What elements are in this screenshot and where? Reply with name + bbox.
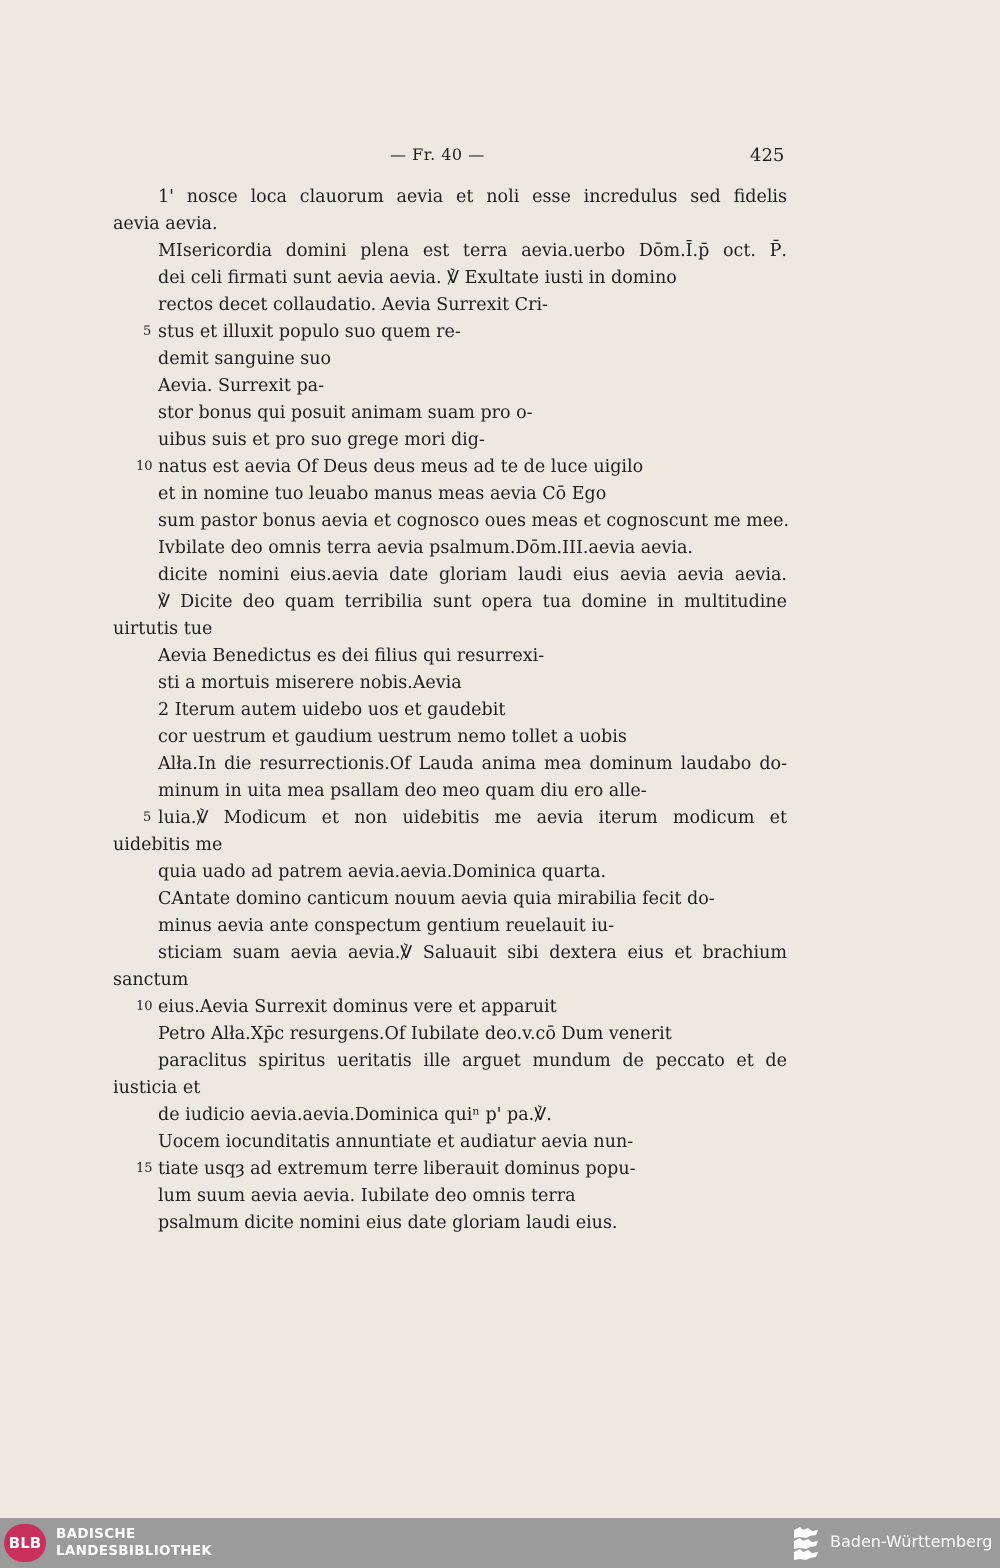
- text-line: lum suum aevia aevia. Iubilate deo omnis terra: [158, 1186, 576, 1206]
- text-line: sti a mortuis miserere nobis.Aevia: [158, 673, 462, 693]
- text-line: eius.Aevia Surrexit dominus vere et apparuit: [158, 997, 557, 1017]
- line-number: 5: [143, 810, 152, 825]
- line-number: 15: [136, 1161, 153, 1176]
- line-number: 10: [136, 459, 153, 474]
- text-line: stor bonus qui posuit animam suam pro o-: [158, 403, 533, 423]
- text-line: CAntate domino canticum nouum aevia quia mirabilia fecit do-: [158, 889, 715, 909]
- text-line: dei celi firmati sunt aevia aevia. ℣ Exultate iusti in domino: [158, 268, 677, 288]
- text-line: sticiam suam aevia aevia.℣ Saluauit sibi dextera eius et brachium: [158, 943, 787, 963]
- running-title: — Fr. 40 —: [390, 145, 485, 164]
- text-line: uidebitis me: [113, 835, 223, 855]
- text-line: Ivbilate deo omnis terra aevia psalmum.Dōm.III.aevia aevia.: [158, 538, 693, 558]
- line-number: 5: [143, 324, 152, 339]
- text-line: 1' nosce loca clauorum aevia et noli esse incredulus sed fidelis: [158, 187, 787, 207]
- text-line: minus aevia ante conspectum gentium reuelauit iu-: [158, 916, 615, 936]
- library-name[interactable]: [56, 1526, 212, 1560]
- text-line: ℣ Dicite deo quam terribilia sunt opera tua domine in multitudine: [158, 592, 787, 612]
- footer-bar: [0, 1518, 1000, 1568]
- text-line: sum pastor bonus aevia et cognosco oues meas et cognoscunt me mee.: [158, 511, 790, 531]
- text-line: aevia aevia.: [113, 214, 218, 234]
- text-line: paraclitus spiritus ueritatis ille arguet mundum de peccato et de: [158, 1051, 787, 1071]
- text-line: tiate usqȝ ad extremum terre liberauit dominus popu-: [158, 1159, 636, 1179]
- text-line: Aevia Benedictus es dei filius qui resurrexi-: [158, 646, 545, 666]
- line-number: 10: [136, 999, 153, 1014]
- text-line: de iudicio aevia.aevia.Dominica quiⁿ p' pa.℣.: [158, 1105, 552, 1125]
- text-line: uibus suis et pro suo grege mori dig-: [158, 430, 485, 450]
- text-line: dicite nomini eius.aevia date gloriam laudi eius aevia aevia aevia.: [158, 565, 787, 585]
- text-line: 2 Iterum autem uidebo uos et gaudebit: [158, 700, 506, 720]
- text-line: uirtutis tue: [113, 619, 213, 639]
- text-line: iusticia et: [113, 1078, 201, 1098]
- page-header: [0, 145, 1000, 169]
- text-line: psalmum dicite nomini eius date gloriam laudi eius.: [158, 1213, 618, 1233]
- blb-logo-badge[interactable]: BLB: [4, 1524, 46, 1562]
- text-line: cor uestrum et gaudium uestrum nemo tollet a uobis: [158, 727, 627, 747]
- library-name-line1: BADISCHE: [56, 1526, 136, 1542]
- library-name-line2: LANDESBIBLIOTHEK: [56, 1543, 213, 1559]
- text-line: luia.℣ Modicum et non uidebitis me aevia iterum modicum et: [158, 808, 787, 828]
- text-line: MIsericordia domini plena est terra aevia.uerbo Dōm.Ī.p̄ oct. P̄.: [158, 241, 787, 261]
- text-line: stus et illuxit populo suo quem re-: [158, 322, 461, 342]
- state-name[interactable]: Baden-Württemberg: [830, 1532, 993, 1551]
- text-line: demit sanguine suo: [158, 349, 332, 369]
- coat-of-arms-icon: [790, 1526, 822, 1562]
- text-line: quia uado ad patrem aevia.aevia.Dominica quarta.: [158, 862, 607, 882]
- text-line: Alła.In die resurrectionis.Of Lauda anima mea dominum laudabo do-: [158, 754, 787, 774]
- page-number: 425: [750, 145, 785, 166]
- text-line: minum in uita mea psallam deo meo quam diu ero alle-: [158, 781, 647, 801]
- text-line: Uocem iocunditatis annuntiate et audiatur aevia nun-: [158, 1132, 634, 1152]
- text-line: natus est aevia Of Deus deus meus ad te de luce uigilo: [158, 457, 644, 477]
- text-line: et in nomine tuo leuabo manus meas aevia Cō Ego: [158, 484, 607, 504]
- text-line: sanctum: [113, 970, 189, 990]
- text-line: rectos decet collaudatio. Aevia Surrexit Cri-: [158, 295, 548, 315]
- text-line: Aevia. Surrexit pa-: [158, 376, 324, 396]
- text-line: Petro Alła.Xp̄c resurgens.Of Iubilate deo.v.cō Dum venerit: [158, 1024, 672, 1044]
